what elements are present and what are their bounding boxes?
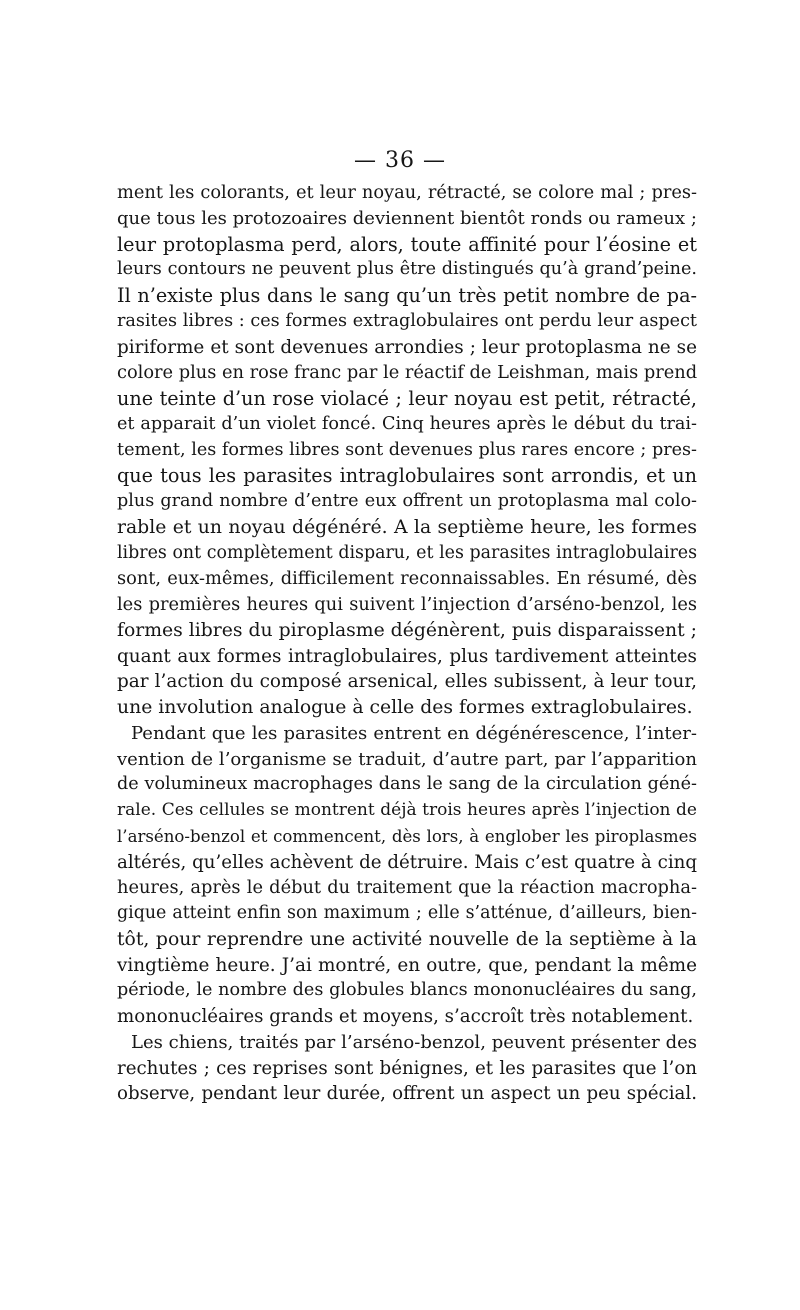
text-line: l’arséno-benzol et commencent, dès lors, à englober les piroplasmes [117,826,697,846]
text-line: par l’action du composé arsenical, elles subissent, à leur tour, [117,671,697,693]
text-line: Pendant que les parasites entrent en dégénérescence, l’inter- [131,722,697,744]
text-line: leur protoplasma perd, alors, toute affinité pour l’éosine et [117,232,697,256]
body-text [117,180,697,1107]
text-line: piriforme et sont devenues arrondies ; leur protoplasma ne se [117,336,697,358]
text-line: tôt, pour reprendre une activité nouvelle de la septième à la [117,928,697,950]
text-line: que tous les protozoaires deviennent bientôt ronds ou rameux ; [117,207,697,229]
text-line: heures, après le début du traitement que la réaction macropha- [117,877,697,899]
text-line: rasites libres : ces formes extraglobulaires ont perdu leur aspect [117,310,697,331]
text-line: libres ont complètement disparu, et les parasites intraglobulaires [117,542,697,563]
text-line: vingtième heure. J’ai montré, en outre, que, pendant la même [117,954,697,976]
text-line: altérés, qu’elles achèvent de détruire. Mais c’est quatre à cinq [117,851,697,873]
text-line: Il n’existe plus dans le sang qu’un très petit nombre de pa- [117,284,697,307]
text-line: de volumineux macrophages dans le sang de la circulation géné- [117,774,697,795]
text-line: période, le nombre des globules blancs mononucléaires du sang, [117,980,697,1001]
text-line: mononucléaires grands et moyens, s’accroît très notablement. [117,1006,694,1027]
text-line: observe, pendant leur durée, offrent un aspect un peu spécial. [117,1083,697,1105]
text-line: une teinte d’un rose violacé ; leur noyau est petit, rétracté, [117,387,697,410]
text-line: rale. Ces cellules se montrent déjà trois heures après l’injection de [117,800,697,820]
text-line: rable et un noyau dégénéré. A la septième heure, les formes [117,516,697,538]
text-line: les premières heures qui suivent l’injection d’arséno-benzol, les [117,594,697,615]
text-line: gique atteint enfin son maximum ; elle s’atténue, d’ailleurs, bien- [117,903,697,923]
text-line: colore plus en rose franc par le réactif de Leishman, mais prend [117,362,697,384]
text-line: une involution analogue à celle des formes extraglobulaires. [117,697,693,718]
text-line: tement, les formes libres sont devenues plus rares encore ; pres- [117,439,697,460]
text-line: quant aux formes intraglobulaires, plus tardivement atteintes [117,645,697,667]
text-line: sont, eux-mêmes, difficilement reconnaissables. En résumé, dès [117,568,697,590]
text-line: plus grand nombre d’entre eux offrent un protoplasma mal colo- [117,491,697,511]
text-line: rechutes ; ces reprises sont bénignes, et les parasites que l’on [117,1057,697,1079]
text-line: Les chiens, traités par l’arséno-benzol, peuvent présenter des [131,1031,697,1053]
text-line: que tous les parasites intraglobulaires sont arrondis, et un [117,464,697,488]
text-line: formes libres du piroplasme dégénèrent, puis disparaissent ; [117,619,697,641]
text-line: ment les colorants, et leur noyau, rétracté, se colore mal ; pres- [117,182,697,203]
page-number: — 36 — [354,148,446,173]
text-line: vention de l’organisme se traduit, d’autre part, par l’apparition [117,748,697,770]
text-line: et apparait d’un violet foncé. Cinq heures après le début du trai- [117,413,697,434]
text-line: leurs contours ne peuvent plus être distingués qu’à grand’peine. [117,259,697,280]
